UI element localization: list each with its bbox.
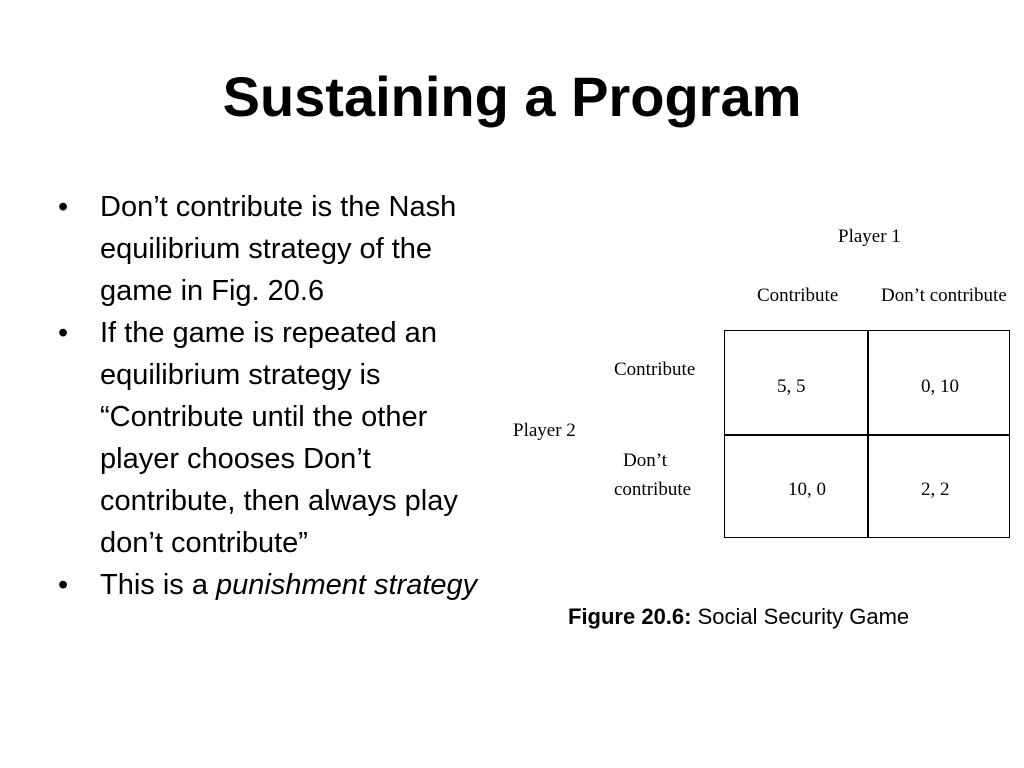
bullet-item <box>56 564 496 606</box>
bullet-marker: • <box>58 569 69 601</box>
row-header-contribute-2: contribute <box>614 479 692 500</box>
bullet-text: If the game is repeated an equilibrium strategy is “Contribute until the other player chooses Don’t contribute, then always play don’t contribute” <box>100 317 458 559</box>
bullet-list <box>56 186 496 606</box>
slide-title: Sustaining a Program <box>222 65 802 128</box>
caption-text: Social Security Game <box>697 604 910 629</box>
row-header-contribute: Contribute <box>614 359 696 380</box>
row-header-dont: Don’t <box>623 450 667 471</box>
bullet-text: This is a <box>100 569 217 601</box>
payoff-cell: 0, 10 <box>921 376 959 397</box>
bullet-marker: • <box>58 191 69 223</box>
col-header-dont-contribute: Don’t contribute <box>881 285 1007 306</box>
payoff-matrix <box>724 330 1010 538</box>
bullet-marker: • <box>58 317 69 349</box>
bullet-item <box>56 186 496 312</box>
payoff-cell: 10, 0 <box>788 479 826 500</box>
player2-label: Player 2 <box>513 420 576 441</box>
bullet-emphasis: punishment strategy <box>216 569 478 601</box>
player1-label: Player 1 <box>838 226 901 247</box>
bullet-text: Don’t contribute is the Nash equilibrium strategy of the game in Fig. 20.6 <box>100 191 457 307</box>
caption-label: Figure 20.6: <box>568 604 692 629</box>
figure-caption <box>568 604 909 630</box>
col-header-contribute: Contribute <box>757 285 839 306</box>
payoff-cell: 2, 2 <box>921 479 950 500</box>
payoff-cell: 5, 5 <box>777 376 806 397</box>
matrix-divider-horizontal <box>725 434 1009 436</box>
bullet-item <box>56 312 496 564</box>
